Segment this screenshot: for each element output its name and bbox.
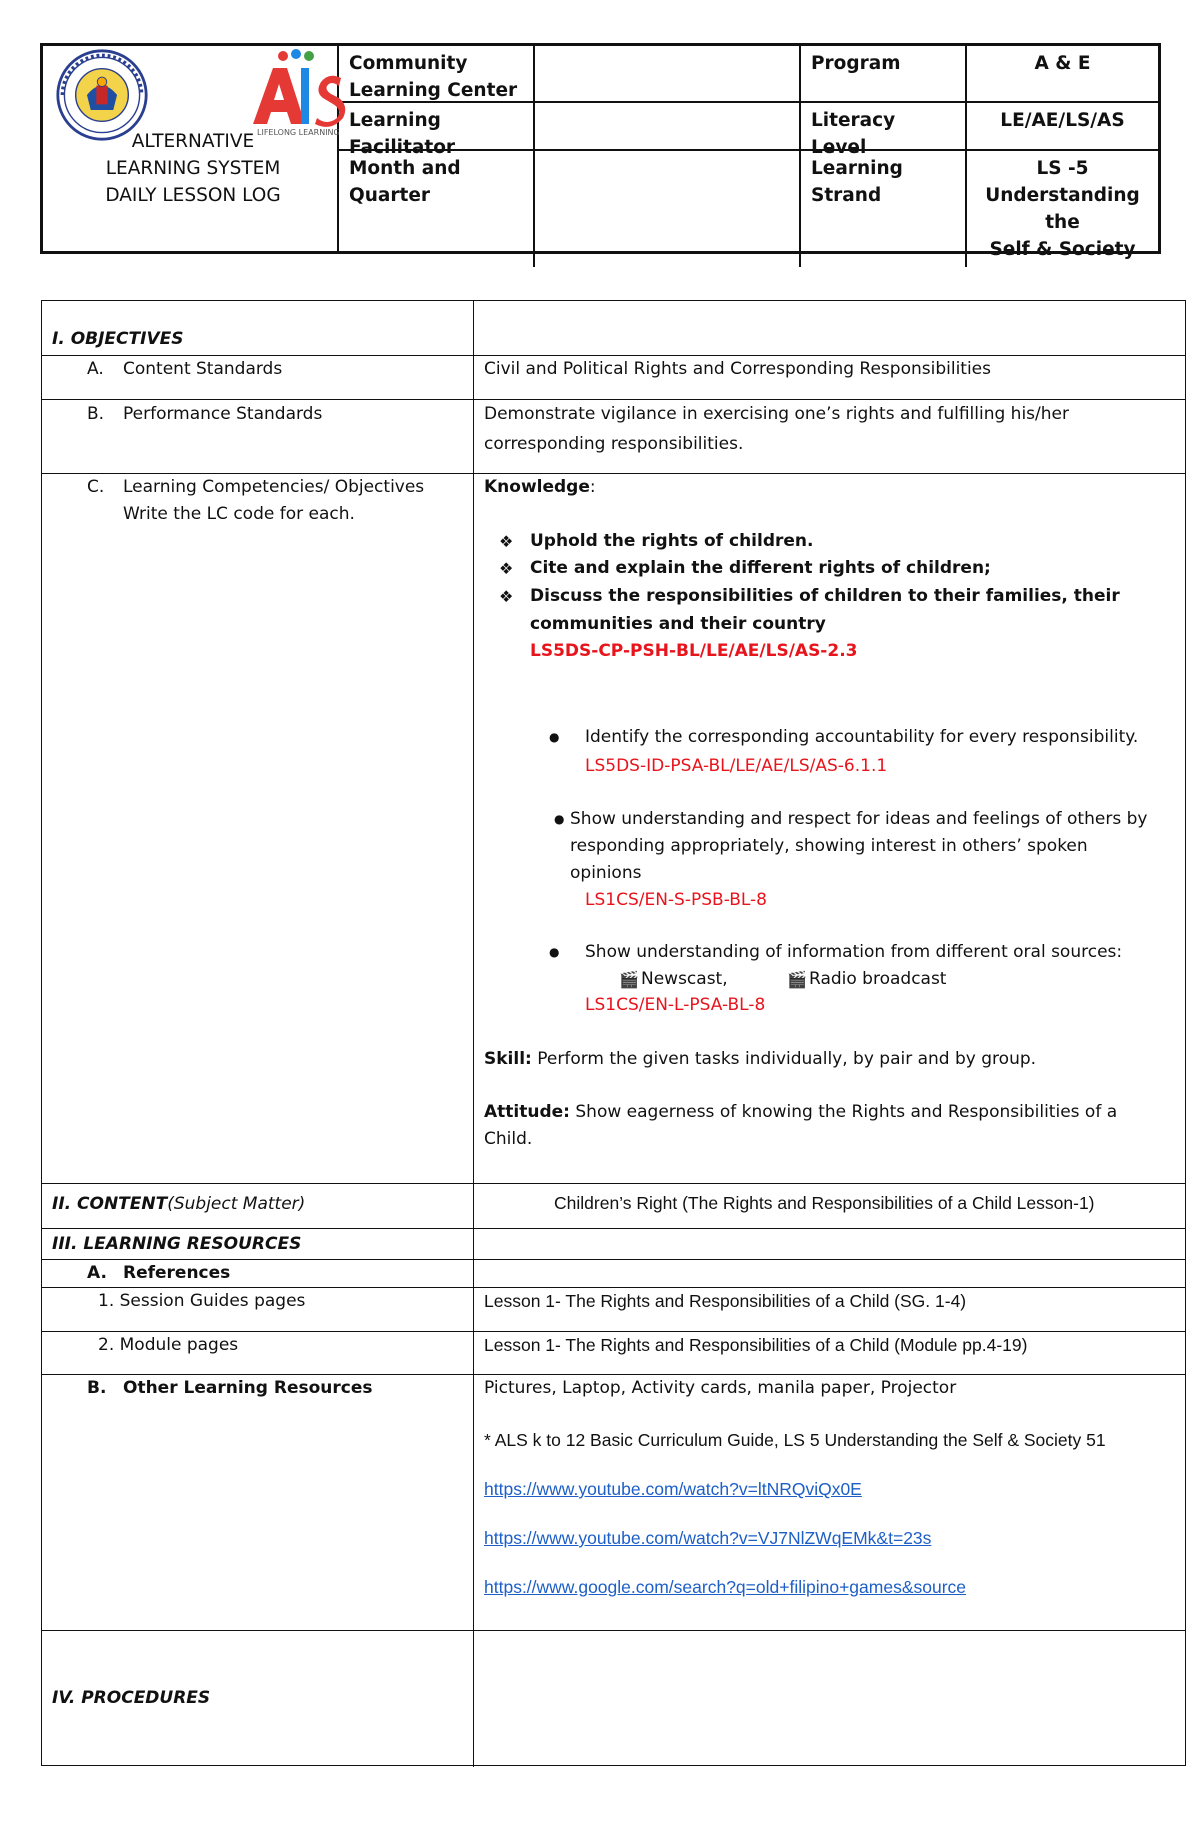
performance-standards-label: Performance Standards	[123, 404, 323, 424]
svg-text:LIFELONG LEARNING: LIFELONG LEARNING	[257, 128, 340, 137]
program-value: A & E	[967, 46, 1158, 103]
community-learning-center-label: Community Learning Center	[339, 46, 535, 103]
round-bullet-icon: ●	[549, 945, 560, 959]
learning-strand-label: Learning Strand	[801, 151, 967, 267]
header-fields-grid	[339, 46, 1158, 260]
diamond-bullet-icon: ❖	[499, 559, 514, 578]
performance-standards-row	[42, 400, 1185, 474]
google-search-link[interactable]: https://www.google.com/search?q=old+filipino+games&source	[484, 1577, 967, 1597]
learning-competencies-row	[42, 474, 1185, 1184]
procedures-row	[42, 1631, 1185, 1767]
knowledge-code: LS5DS-CP-PSH-BL/LE/AE/LS/AS-2.3	[530, 641, 858, 661]
knowledge-item-3-cont: communities and their country	[530, 614, 826, 634]
als-logo-icon	[243, 46, 355, 141]
logo-cell	[43, 46, 339, 251]
curriculum-guide: * ALS k to 12 Basic Curriculum Guide, LS 5 Understanding the Self & Society 51	[484, 1430, 1106, 1450]
skill-line: Skill: Perform the given tasks individually, by pair and by group.	[484, 1049, 1037, 1069]
content-row	[42, 1184, 1185, 1229]
clapperboard-icon: 🎬	[787, 970, 807, 989]
round-bullet-icon: ●	[554, 812, 565, 826]
sub-objective-3: Show understanding of information from different oral sources:	[585, 942, 1123, 962]
sub-objective-2-line-1: Show understanding and respect for ideas and feelings of others by	[570, 809, 1148, 829]
references-letter: A.	[87, 1263, 107, 1283]
learning-competencies-letter: C.	[87, 477, 105, 497]
content-standards-row	[42, 356, 1185, 400]
content-heading: II. CONTENT(Subject Matter)	[52, 1194, 306, 1214]
month-quarter-field[interactable]	[535, 151, 801, 267]
literacy-level-value: LE/AE/LS/AS	[967, 103, 1158, 151]
content-standards-letter: A.	[87, 359, 104, 379]
title-line-3: DAILY LESSON LOG	[105, 185, 281, 206]
learning-competencies-label-1: Learning Competencies/ Objectives	[123, 477, 425, 497]
learning-strand-value: LS -5 Understanding the Self & Society	[985, 158, 1140, 260]
learning-facilitator-label: Learning Facilitator	[339, 103, 535, 151]
other-resources-value: Pictures, Laptop, Activity cards, manila paper, Projector	[484, 1378, 957, 1398]
round-bullet-icon: ●	[549, 730, 560, 744]
other-resources-letter: B.	[87, 1378, 107, 1398]
youtube-link-2[interactable]: https://www.youtube.com/watch?v=VJ7NlZWqEMk&t=23s	[484, 1528, 932, 1548]
sub-objective-1: Identify the corresponding accountability for every responsibility.	[585, 727, 1139, 747]
community-learning-center-field[interactable]	[535, 46, 801, 103]
knowledge-item-3: Discuss the responsibilities of children to their families, their	[530, 586, 1120, 606]
references-row	[42, 1260, 1185, 1288]
clapperboard-icon: 🎬	[619, 970, 639, 989]
references-label: References	[123, 1263, 231, 1283]
oral-source-radio: Radio broadcast	[809, 969, 947, 989]
content-value: Children’s Right (The Rights and Responsibilities of a Child Lesson-1)	[554, 1193, 1095, 1213]
title-line-2: LEARNING SYSTEM	[105, 158, 281, 179]
diamond-bullet-icon: ❖	[499, 532, 514, 551]
school-title	[43, 128, 343, 209]
learning-facilitator-field[interactable]	[535, 103, 801, 151]
performance-standards-value-1: Demonstrate vigilance in exercising one’s rights and fulfilling his/her	[484, 404, 1069, 424]
module-pages-row	[42, 1332, 1185, 1375]
lesson-log-header	[40, 43, 1161, 260]
lesson-plan-table	[41, 300, 1186, 1766]
resources-row	[42, 1229, 1185, 1260]
sub-objective-2-line-3: opinions	[570, 863, 642, 883]
sub-objective-1-code: LS5DS-ID-PSA-BL/LE/AE/LS/AS-6.1.1	[585, 756, 888, 776]
resources-heading: III. LEARNING RESOURCES	[52, 1234, 302, 1254]
month-quarter-label: Month and Quarter	[339, 151, 535, 267]
other-resources-row	[42, 1375, 1185, 1631]
knowledge-item-1: Uphold the rights of children.	[530, 531, 814, 551]
procedures-heading: IV. PROCEDURES	[52, 1688, 211, 1708]
sub-objective-2-code: LS1CS/EN-S-PSB-BL-8	[585, 890, 768, 910]
other-resources-label: Other Learning Resources	[123, 1378, 373, 1398]
session-guides-row	[42, 1288, 1185, 1332]
knowledge-heading: Knowledge:	[484, 477, 596, 497]
youtube-link-1[interactable]: https://www.youtube.com/watch?v=ltNRQviQx0E	[484, 1479, 862, 1499]
attitude-line-1: Attitude: Show eagerness of knowing the Rights and Responsibilities of a	[484, 1102, 1118, 1122]
knowledge-item-2: Cite and explain the different rights of children;	[530, 558, 991, 578]
session-guides-label: 1. Session Guides pages	[98, 1291, 306, 1311]
sub-objective-3-code: LS1CS/EN-L-PSA-BL-8	[585, 995, 766, 1015]
literacy-level-label: Literacy Level	[801, 103, 967, 151]
diamond-bullet-icon: ❖	[499, 587, 514, 606]
module-pages-value: Lesson 1- The Rights and Responsibilities of a Child (Module pp.4-19)	[484, 1335, 1028, 1355]
sub-objective-2-line-2: responding appropriately, showing interest in others’ spoken	[570, 836, 1088, 856]
objectives-row	[42, 301, 1185, 356]
performance-standards-letter: B.	[87, 404, 105, 424]
title-line-1: ALTERNATIVE	[131, 131, 255, 152]
objectives-heading: I. OBJECTIVES	[52, 329, 184, 349]
attitude-line-2: Child.	[484, 1129, 533, 1149]
content-standards-value: Civil and Political Rights and Corresponding Responsibilities	[484, 359, 991, 379]
session-guides-value: Lesson 1- The Rights and Responsibilities of a Child (SG. 1-4)	[484, 1291, 967, 1311]
content-standards-label: Content Standards	[123, 359, 283, 379]
oral-source-newscast: Newscast,	[641, 969, 728, 989]
module-pages-label: 2. Module pages	[98, 1335, 239, 1355]
procedures-content[interactable]	[474, 1631, 1185, 1767]
performance-standards-value-2: corresponding responsibilities.	[484, 434, 744, 454]
learning-competencies-label-2: Write the LC code for each.	[123, 504, 355, 524]
program-label: Program	[801, 46, 967, 103]
